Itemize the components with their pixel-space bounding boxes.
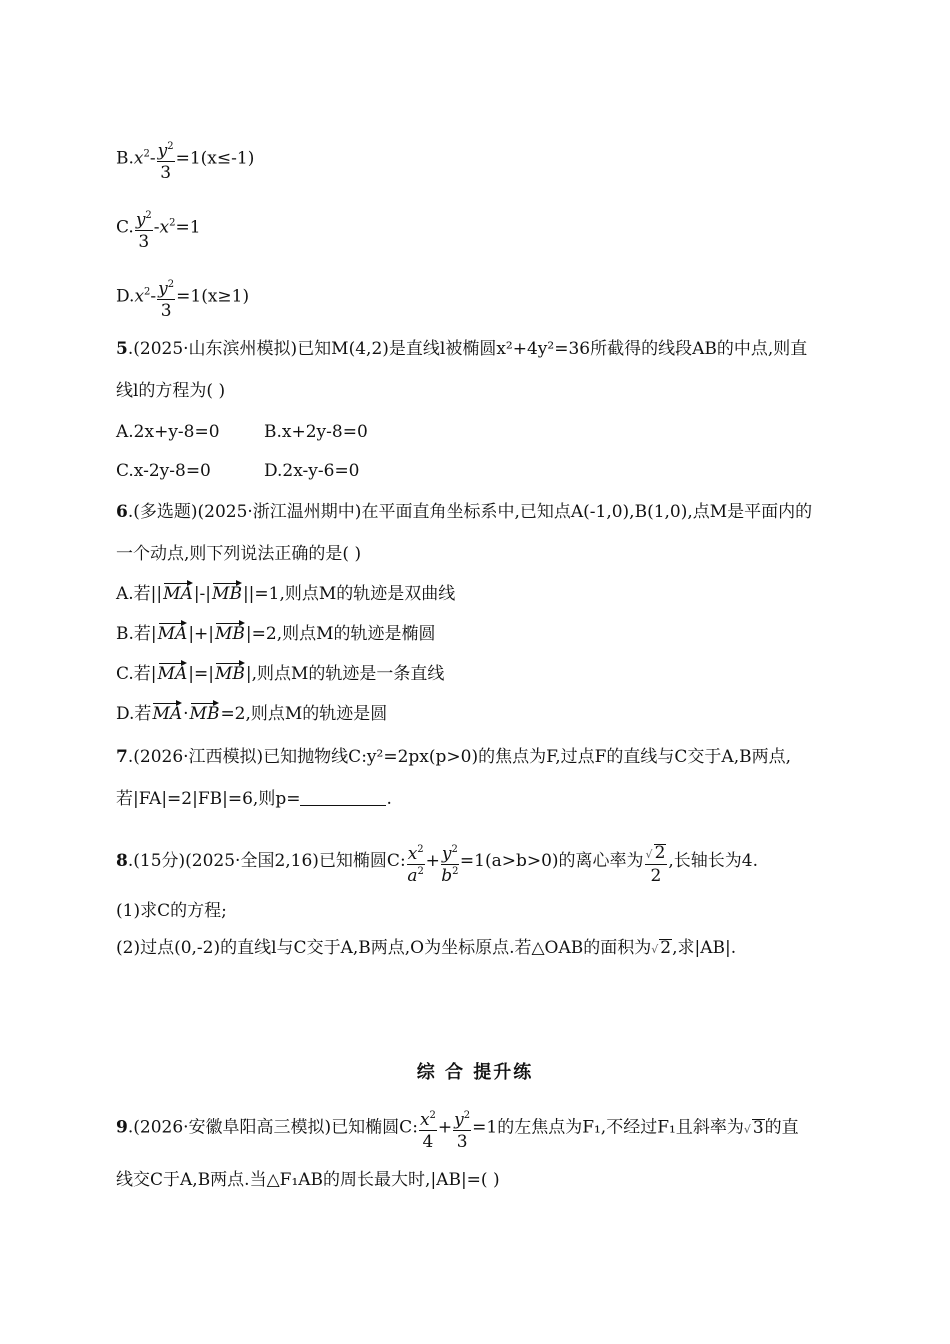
- vector-ma: MA: [158, 620, 188, 642]
- vector-ma: MA: [152, 700, 182, 722]
- q6-option-d[interactable]: D.若 MA· MB=2,则点M的轨迹是圆: [116, 700, 387, 725]
- q8-part2: (2)过点(0,-2)的直线l与C交于A,B两点,O为坐标原点.若△OAB的面积为√ 2,求|AB|.: [116, 937, 736, 961]
- fraction: $\frac{x^2}{4}$: [419, 1110, 436, 1152]
- section-title: 综 合 提升练: [416, 1062, 534, 1083]
- fraction: $\frac{√ 2}{2}$: [645, 843, 666, 886]
- q5-options-row1: [116, 421, 368, 443]
- fraction: $\frac{y^2}{3}$: [157, 141, 174, 183]
- q9-stem-line2: 线交C于A,B两点.当△F₁AB的周长最大时,|AB|=( ): [116, 1170, 500, 1190]
- q4-option-c[interactable]: C. $\frac{y^2}{3}$ $-x^2=1$: [116, 210, 201, 252]
- fraction: $\frac{x^2}{a^2}$: [407, 843, 424, 886]
- q5-options-row2: [116, 460, 360, 482]
- q8-part1: (1)求C的方程;: [116, 901, 227, 921]
- fraction: $\frac{y^2}{3}$: [135, 210, 152, 252]
- q5-option-b[interactable]: B.x+2y-8=0: [264, 422, 368, 442]
- q6-stem-line1: 6.(多选题)(2025·浙江温州期中)在平面直角坐标系中,已知点A(-1,0),B(1,0),点M是平面内的: [116, 502, 813, 522]
- q5-option-a[interactable]: A.2x+y-8=0: [116, 422, 220, 442]
- q6-stem-line2: 一个动点,则下列说法正确的是( ): [116, 544, 362, 564]
- answer-blank[interactable]: [300, 789, 386, 806]
- q5-stem-line2: 线l的方程为( ): [116, 381, 226, 401]
- vector-ma: MA: [158, 660, 188, 682]
- q9-stem-line1: 9.(2026·安徽阜阳高三模拟)已知椭圆C: $\frac{x^2}{4}$ + $\frac{y^2}{3}$ =1的左焦点为F₁,不经过F₁且斜率为√ 3的直: [116, 1110, 799, 1152]
- q7-stem-line1: 7.(2026·江西模拟)已知抛物线C:y²=2px(p>0)的焦点为F,过点F的直线与C交于A,B两点,: [116, 747, 792, 767]
- q4-option-b[interactable]: $B.x^2-$ $\frac{y^2}{3}$ =1(x≤-1): [116, 141, 255, 183]
- vector-mb: MB: [215, 620, 245, 642]
- q6-option-a[interactable]: A.若|| MA|-| MB||=1,则点M的轨迹是双曲线: [116, 580, 455, 605]
- fraction: $\frac{y^2}{3}$: [454, 1110, 471, 1152]
- q4-option-d[interactable]: $D.x^2-$ $\frac{y^2}{3}$ =1(x≥1): [116, 279, 250, 321]
- vector-mb: MB: [212, 580, 242, 602]
- fraction: $\frac{y^2}{b^2}$: [441, 843, 459, 886]
- vector-mb: MB: [215, 660, 245, 682]
- vector-mb: MB: [190, 700, 220, 722]
- fraction: $\frac{y^2}{3}$: [158, 279, 175, 321]
- q6-option-c[interactable]: C.若| MA|=| MB|,则点M的轨迹是一条直线: [116, 660, 444, 685]
- sqrt-3: √ 3: [743, 1117, 764, 1138]
- sqrt-2: √ 2: [651, 938, 672, 958]
- q7-stem-line2: 若|FA|=2|FB|=6,则p= .: [116, 789, 392, 809]
- q6-option-b[interactable]: B.若| MA|+| MB|=2,则点M的轨迹是椭圆: [116, 620, 436, 645]
- q5-option-d[interactable]: D.2x-y-6=0: [264, 461, 360, 481]
- q5-option-c[interactable]: C.x-2y-8=0: [116, 461, 211, 481]
- q5-stem-line1: 5.(2025·山东滨州模拟)已知M(4,2)是直线l被椭圆x²+4y²=36所截得的线段AB的中点,则直: [116, 339, 808, 359]
- q8-stem: 8.(15分)(2025·全国2,16)已知椭圆C: $\frac{x^2}{a^2}$ + $\frac{y^2}{b^2}$ =1(a>b>0)的离心率为 $\frac{√ 2}{2}$ ,长轴长为4.: [116, 843, 759, 886]
- vector-ma: MA: [163, 580, 193, 602]
